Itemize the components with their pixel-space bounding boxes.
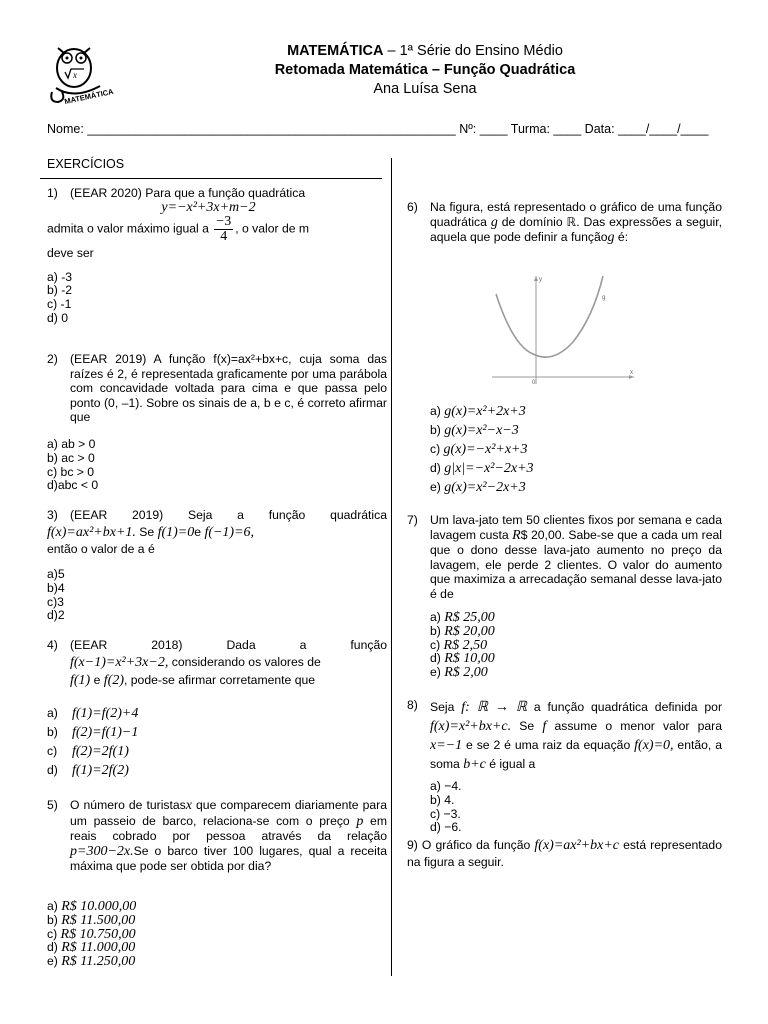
question-text: é:: [614, 230, 629, 244]
formula: f(x−1)=x²+3x−2,: [70, 655, 169, 670]
option-d: d) 0: [47, 310, 69, 325]
option-c: c) bc > 0: [47, 464, 95, 479]
option-a: a) -3: [47, 269, 73, 284]
question-number: 8): [407, 698, 418, 712]
formula: f(x)=ax²+bx+1.: [47, 525, 136, 540]
svg-text:x: x: [73, 70, 77, 80]
question-text: Um lava-jato tem 50 clientes fixos por semana e cada lavagem custa: [430, 513, 722, 542]
option-c: c)3: [47, 594, 64, 609]
option-e: e) R$ 11.250,00: [47, 954, 136, 970]
question-text: Se: [135, 525, 158, 539]
option-c: c) f(2)=2f(1): [47, 744, 129, 759]
question-text: Seja: [430, 700, 462, 714]
equation: f(x)=0,: [634, 738, 674, 753]
option-b: b) R$ 11.500,00: [47, 912, 136, 928]
option-a: a) ab > 0: [47, 437, 96, 451]
section-divider: [40, 178, 382, 179]
subject-grade: – 1ª Série do Ensino Médio: [383, 43, 563, 59]
option-d: d) R$ 11.000,00: [47, 940, 136, 956]
question-text: (EEAR 2018) Dada a função: [70, 638, 387, 652]
option-b: b) 4.: [430, 792, 455, 807]
question-text: Se o barco tiver 100 lugares, qual a receita máxima que pode ser obtida por dia?: [70, 843, 387, 873]
option-c: c) g(x)=−x²+x+3: [430, 442, 528, 457]
question-text: assume o menor valor para: [546, 719, 722, 733]
document-header: [130, 42, 720, 99]
question-text: que comparecem diariamente para um passeio de barco, relaciona-se com o preço: [70, 798, 387, 828]
question-text: O gráfico da função: [421, 838, 535, 852]
condition-2: f(−1)=6,: [204, 525, 255, 540]
function-g: g: [607, 230, 615, 245]
value-f2: f(2): [103, 673, 124, 688]
question-text: e: [90, 673, 104, 687]
author-name: Ana Luísa Sena: [373, 81, 477, 97]
question-text: e: [194, 525, 205, 539]
owl-logo: [44, 42, 124, 110]
option-d: d)abc < 0: [47, 478, 99, 493]
option-a: a) R$ 10.000,00: [47, 899, 137, 914]
question-text: Na figura, está representado o gráfico de uma função quadrática: [430, 200, 722, 229]
question-text: , pode-se afirmar corretamente que: [124, 673, 316, 687]
question-text: (EEAR 2020) Para que a função quadrática: [70, 186, 306, 200]
variable-x: x: [185, 798, 192, 813]
question-text: é igual a: [485, 757, 536, 771]
function-mapping: f: ℝ → ℝ: [461, 700, 527, 715]
question-number: 6): [407, 200, 418, 214]
logo-wordmark: MATEMÁTICA: [63, 86, 115, 107]
parabola-graph: [488, 272, 638, 390]
currency-r: R: [512, 527, 521, 543]
option-d: d) g|x|=−x²−2x+3: [430, 461, 534, 476]
formula: f(x)=ax²+bx+c: [534, 838, 619, 853]
question-text: , o valor de m: [235, 221, 310, 236]
question-number: 1): [47, 186, 58, 200]
option-d: d) R$ 10,00: [430, 651, 495, 667]
option-d: d)2: [47, 608, 65, 623]
function-g: g: [490, 214, 498, 230]
variable-p: p: [356, 813, 364, 829]
option-b: b)4: [47, 580, 65, 595]
option-d: d) f(1)=2f(2): [47, 763, 129, 778]
question-text: então, a soma: [430, 738, 722, 771]
option-a: a) −4.: [430, 779, 462, 793]
question-number: 3): [47, 508, 58, 522]
option-a: a) g(x)=x²+2x+3: [430, 404, 526, 419]
section-title: EXERCÍCIOS: [47, 157, 125, 171]
question-text: deve ser: [47, 246, 94, 260]
option-b: b) f(2)=f(1)−1: [47, 725, 139, 740]
option-d: d) −6.: [430, 820, 462, 835]
formula: f(x)=x²+bx+c.: [430, 719, 512, 734]
value-f1: f(1): [70, 673, 91, 688]
relation: p=300−2x.: [70, 843, 134, 859]
option-c: c) -1: [47, 297, 72, 312]
question-text: considerando os valores de: [168, 655, 321, 669]
question-text: e se 2 é uma raiz da equação: [462, 738, 635, 752]
option-c: c) −3.: [430, 806, 461, 821]
question-text: então o valor de a é: [47, 542, 155, 556]
formula: y=−x²+3x+m−2: [161, 199, 256, 215]
option-a: a) R$ 25,00: [430, 610, 495, 625]
question-text: está representado na figura a seguir.: [407, 838, 722, 869]
question-number: 2): [47, 352, 58, 366]
student-form-line: Nome: _____________________________________________________ Nº: ____ Turma: ____ Data: ____/____/____: [47, 122, 709, 136]
column-divider: [391, 158, 392, 976]
question-number: 7): [407, 513, 418, 527]
question-text: em reais cobrado por pessoa através da relação: [70, 813, 387, 843]
question-text: Se: [511, 719, 543, 733]
question-text: $ 20,00. Sabe-se que a cada um real que o dono desse lava-jato aumento no preço da lavagem, ele perde 2 clientes. O valor do aumento que maximiza a arrecadação semanal desse lava-jato é de: [430, 527, 722, 601]
question-text: admita o valor máximo igual a: [47, 221, 209, 236]
graph-label-g: g: [602, 295, 606, 301]
x-value: x=−1: [430, 738, 463, 753]
graph-label-origin: 0: [532, 380, 536, 386]
question-number: 9): [407, 838, 418, 852]
sum-b-c: b+c: [463, 757, 486, 772]
document-subtitle: Retomada Matemática – Função Quadrática: [274, 62, 576, 78]
question-9: [407, 837, 722, 871]
option-c: c) R$ 2,50: [430, 637, 488, 653]
question-6-options: [430, 402, 720, 497]
graph-label-y: y: [539, 277, 542, 283]
option-e: e) g(x)=x²−2x+3: [430, 480, 526, 495]
question-text: (EEAR 2019) A função f(x)=ax²+bx+c, cuja soma das raízes é 2, é representada graficamente por uma parábola com concavidade voltada para cima e que passa pelo ponto (0, –1). Sobre os sinais de a, b e c, é correto afirmar que: [70, 352, 387, 424]
function-f: f: [542, 719, 547, 734]
question-text: de domínio ℝ. Das expressões a seguir, aquela que pode definir a função: [430, 214, 722, 244]
condition-1: f(1)=0: [157, 525, 195, 540]
option-b: b) g(x)=x²−x−3: [430, 423, 519, 438]
question-text: a função quadrática definida por: [527, 700, 722, 714]
graph-label-x: x: [630, 370, 633, 376]
option-b: b) R$ 20,00: [430, 623, 495, 639]
option-b: b) -2: [47, 283, 73, 298]
question-number: 4): [47, 638, 58, 652]
fraction: $\frac{-3}{4}$: [216, 214, 232, 244]
question-text: (EEAR 2019) Seja a função quadrática: [70, 508, 387, 522]
subject-title: MATEMÁTICA: [287, 43, 384, 59]
option-c: c) R$ 10.750,00: [47, 926, 136, 942]
question-text: O número de turistas: [70, 798, 186, 812]
option-a: a)5: [47, 567, 65, 581]
question-number: 5): [47, 798, 58, 812]
option-a: a) f(1)=f(2)+4: [47, 706, 139, 721]
option-e: e) R$ 2,00: [430, 665, 488, 681]
option-b: b) ac > 0: [47, 450, 95, 465]
